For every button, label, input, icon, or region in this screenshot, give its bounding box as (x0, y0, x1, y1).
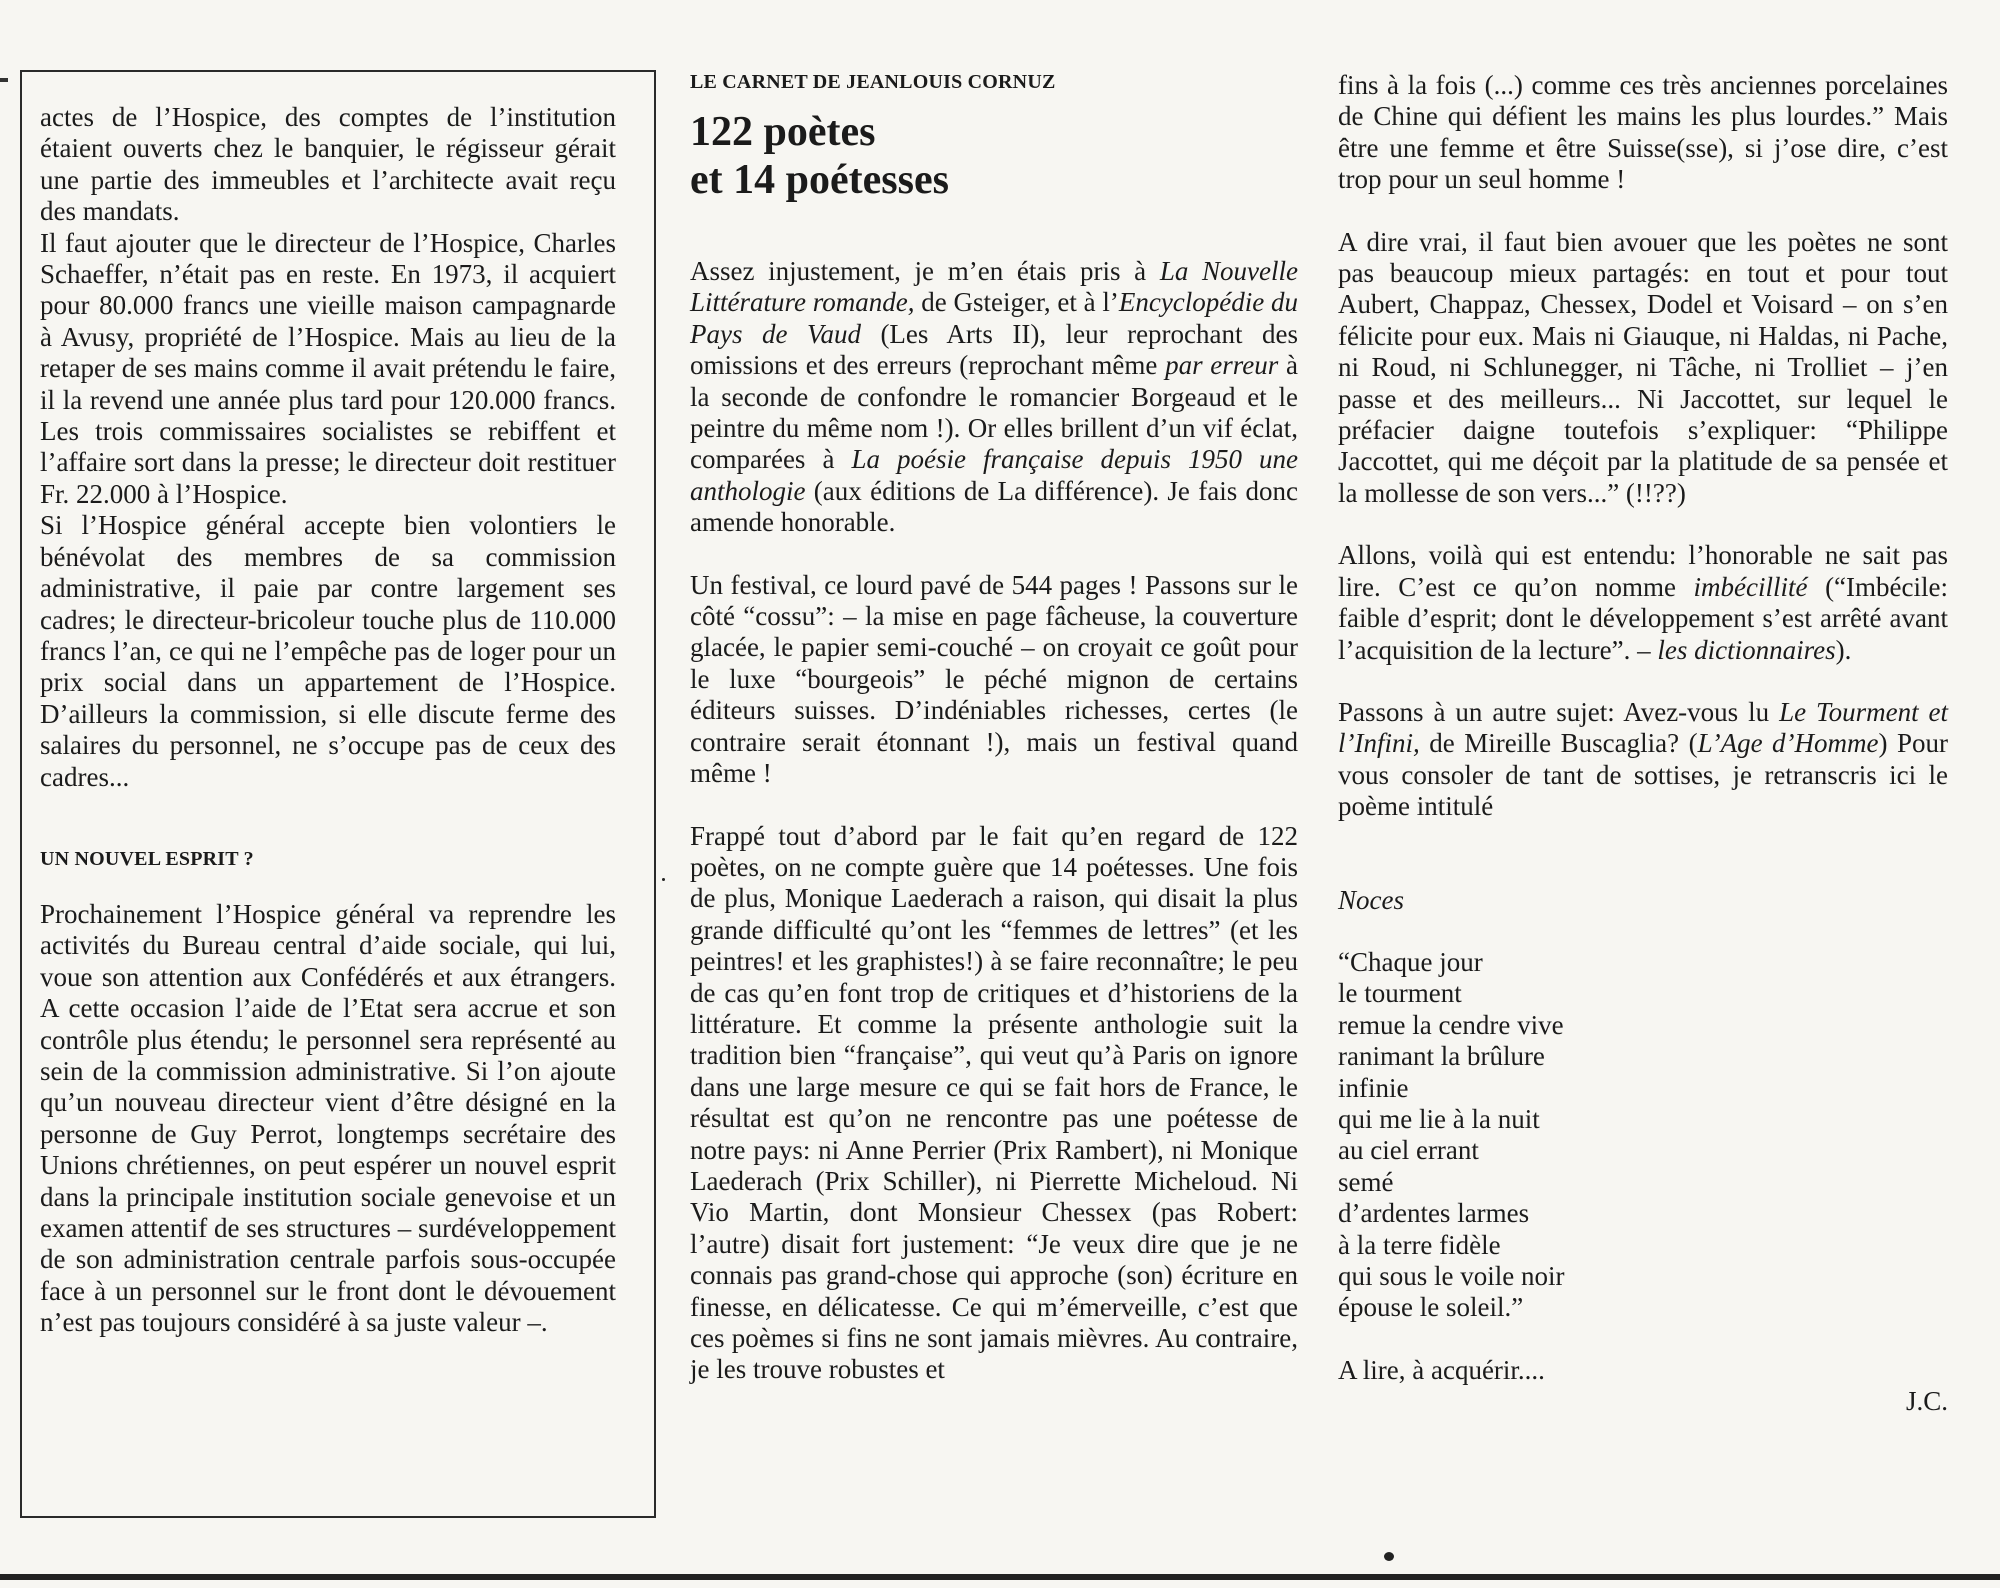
poem-title-text: Noces (1338, 884, 1404, 915)
print-speck (1384, 1552, 1394, 1561)
author-signature: J.C. (1905, 1386, 1948, 1417)
text-run: ). (1835, 634, 1852, 665)
text-run: Assez injustement, je m’en étais pris à (690, 256, 1160, 286)
col2-paragraph-2: Un festival, ce lourd pavé de 544 pages ! Passons sur le côté “cossu”: – la mise en page fâcheuse, la couverture glacée, le papier semi-couché – on croyait ce goût pour le luxe “bourgeois” le péché mignon de certains éditeurs suisses. D’indéniables richesses, certes (le contraire serait étonnant !), mais un festival quand même ! (690, 569, 1298, 789)
section-subheading: UN NOUVEL ESPRIT ? (40, 847, 254, 870)
article-headline (690, 108, 1298, 204)
poem-line: au ciel errant (1338, 1135, 1479, 1166)
left-edge-mark (0, 78, 8, 82)
left-column (40, 102, 616, 1339)
text-run: à la seconde de confondre le romancier Borgeaud et le peintre du même nom !). Or elles brillent d’un vif éclat, comparées à (690, 350, 1298, 475)
book-title: Le Tourment et l’Infini, (1338, 696, 1949, 759)
text-run: (aux éditions de La différence). Je fais donc amende honorable. (690, 475, 1298, 538)
book-title: Encyclopédie du Pays de Vaud (690, 287, 1299, 349)
col1-paragraph-4: Prochainement l’Hospice général va reprendre les activités du Bureau central d’aide sociale, qui lui, voue son attention aux Confédérés et aux étrangers. A cette occasion l’aide de l’Etat sera accrue et son contrôle plus étendu; le personnel sera représenté au sein de la commission administrative. Si l’on ajoute qu’un nouveau directeur vient d’être désigné en la personne de Guy Perrot, longtemps secrétaire des Unions chrétiennes, on peut espérer un nouvel esprit dans la principale institution sociale genevoise et un examen attentif de ses structures – surdéveloppement de son administration centrale parfois sous-occupée face à un personnel sur le front dont le dévouement n’est pas toujours considéré à sa juste valeur –. (40, 898, 616, 1338)
col1-paragraph-2: Il faut ajouter que le directeur de l’Hospice, Charles Schaeffer, n’était pas en reste. En 1973, il acquiert pour 80.000 francs une vieille maison campagnarde à Avusy, propriété de l’Hospice. Mais au lieu de la retaper de ses mains comme il avait prétendu le faire, il la revend une année plus tard pour 120.000 francs. Les trois commissaires socialistes se rebiffent et l’affaire sort dans la presse; le directeur doit restituer Fr. 22.000 à l’Hospice. (40, 227, 616, 509)
poem-line: infinie (1338, 1072, 1409, 1103)
emphasis: imbécillité (1693, 571, 1808, 602)
text-run: Passons à un autre sujet: Avez-vous lu (1338, 696, 1780, 727)
headline-line-2: et 14 poétesses (690, 157, 949, 203)
headline-line-1: 122 poètes (690, 109, 876, 155)
poem-line: qui sous le voile noir (1338, 1261, 1565, 1291)
col3-paragraph-2: A dire vrai, il faut bien avouer que les poètes ne sont pas beaucoup mieux partagés: en tout et pour tout Aubert, Chappaz, Chessex, Dodel et Voisard – on s’en félicite pour eux. Mais ni Giauque, ni Haldas, ni Pache, ni Roud, ni Schlunegger, ni Tâche, ni Trolliet – j’en passe et des meilleurs... Ni Jaccottet, sur lequel le préfacier daigne toutefois s’expliquer: “Philippe Jaccottet, qui me déçoit par la platitude de sa pensée et la mollesse de son vers...” (!!??) (1338, 226, 1948, 508)
col3-paragraph-3 (1338, 540, 1948, 666)
poem-line: semé (1338, 1166, 1394, 1197)
col1-paragraph-3: Si l’Hospice général accepte bien volontiers le bénévolat des membres de sa commission administrative, il paie par contre largement ses cadres; le directeur-bricoleur touche plus de 110.000 francs l’an, ce qui ne l’empêche pas de loger pour un prix social dans un appartement de l’Hospice. D’ailleurs la commission, si elle discute ferme des salaires du personnel, ne s’occupe pas de ceux des cadres... (40, 510, 616, 792)
bottom-rule (0, 1574, 2000, 1580)
poem-line: épouse le soleil.” (1338, 1292, 1524, 1323)
emphasis: les dictionnaires (1657, 634, 1836, 665)
col3-paragraph-4 (1338, 697, 1948, 823)
poem-line: qui me lie à la nuit (1338, 1103, 1540, 1134)
middle-column (690, 70, 1298, 1386)
text-run: Allons, voilà qui est entendu: l’honorable ne sait pas lire. C’est ce qu’on nomme (1338, 540, 1948, 602)
text-run: (Les Arts II), leur reprochant des omissions et des erreurs (reprochant même (690, 318, 1298, 381)
col3-paragraph-1: fins à la fois (...) comme ces très anciennes porcelaines de Chine qui défient les mains les plus lourdes.” Mais être une femme et être Suisse(sse), si j’ose dire, c’est trop pour un seul homme ! (1338, 70, 1948, 195)
poem-line: le tourment (1338, 978, 1462, 1009)
closing-line: A lire, à acquérir.... (1338, 1354, 1545, 1385)
publisher-name: L’Age d’Homme (1697, 728, 1879, 759)
print-speck (662, 878, 665, 881)
text-run: ) Pour vous consoler de tant de sottises, je retranscris ici le poème intitulé (1338, 728, 1949, 822)
text-run: de Gsteiger, et à l’ (914, 287, 1119, 318)
col2-paragraph-3: Frappé tout d’abord par le fait qu’en regard de 122 poètes, on ne compte guère que 14 poétesses. Une fois de plus, Monique Laederach a raison, qui disait la plus grande difficulté qu’ont les “femmes de lettres” (et les peintres! et les graphistes!) à se faire reconnaître; le peu de cas qu’en font trop de critiques et d’historiens de la littérature. Et comme la présente anthologie suit la tradition bien “française”, qui veut qu’à Paris on ignore dans une large mesure ce qui se fait hors de France, le résultat est qu’on ne rencontre pas une poétesse de notre pays: ni Anne Perrier (Prix Rambert), ni Monique Laederach (Prix Schiller), ni Pierrette Micheloud. Ni Vio Martin, dont Monsieur Chessex (pas Robert: l’autre) disait fort justement: “Je veux dire que je ne connais pas grand-chose qui approche (son) écriture en finesse, en délicatesse. Ce qui m’émerveille, c’est que ces poèmes si fins ne sont jamais mièvres. Au contraire, je les trouve robustes et (690, 820, 1298, 1385)
poem-line: d’ardentes larmes (1338, 1198, 1530, 1229)
text-run: de Mireille Buscaglia? ( (1419, 728, 1698, 759)
col1-paragraph-1: actes de l’Hospice, des comptes de l’institution étaient ouverts chez le banquier, le régisseur gérait une partie des immeubles et l’architecte avait reçu des mandats. (40, 102, 616, 227)
poem-line: “Chaque jour (1338, 946, 1483, 977)
book-title: La poésie française depuis 1950 une anthologie (690, 444, 1298, 506)
poem (1338, 947, 1948, 1324)
poem-line: à la terre fidèle (1338, 1229, 1501, 1260)
emphasis: par erreur (1165, 350, 1279, 381)
poem-line: remue la cendre vive (1338, 1009, 1564, 1040)
text-run: (“Imbécile: faible d’esprit; dont le développement s’est arrêté avant l’acquisition de la lecture”. – (1338, 571, 1948, 665)
col2-paragraph-1 (690, 256, 1298, 539)
poem-line: ranimant la brûlure (1338, 1041, 1545, 1072)
poem-title (1338, 885, 1948, 916)
column-kicker: LE CARNET DE JEANLOUIS CORNUZ (690, 71, 1056, 93)
right-column (1338, 70, 1948, 1418)
book-title: La Nouvelle Littérature romande, (690, 256, 1298, 318)
